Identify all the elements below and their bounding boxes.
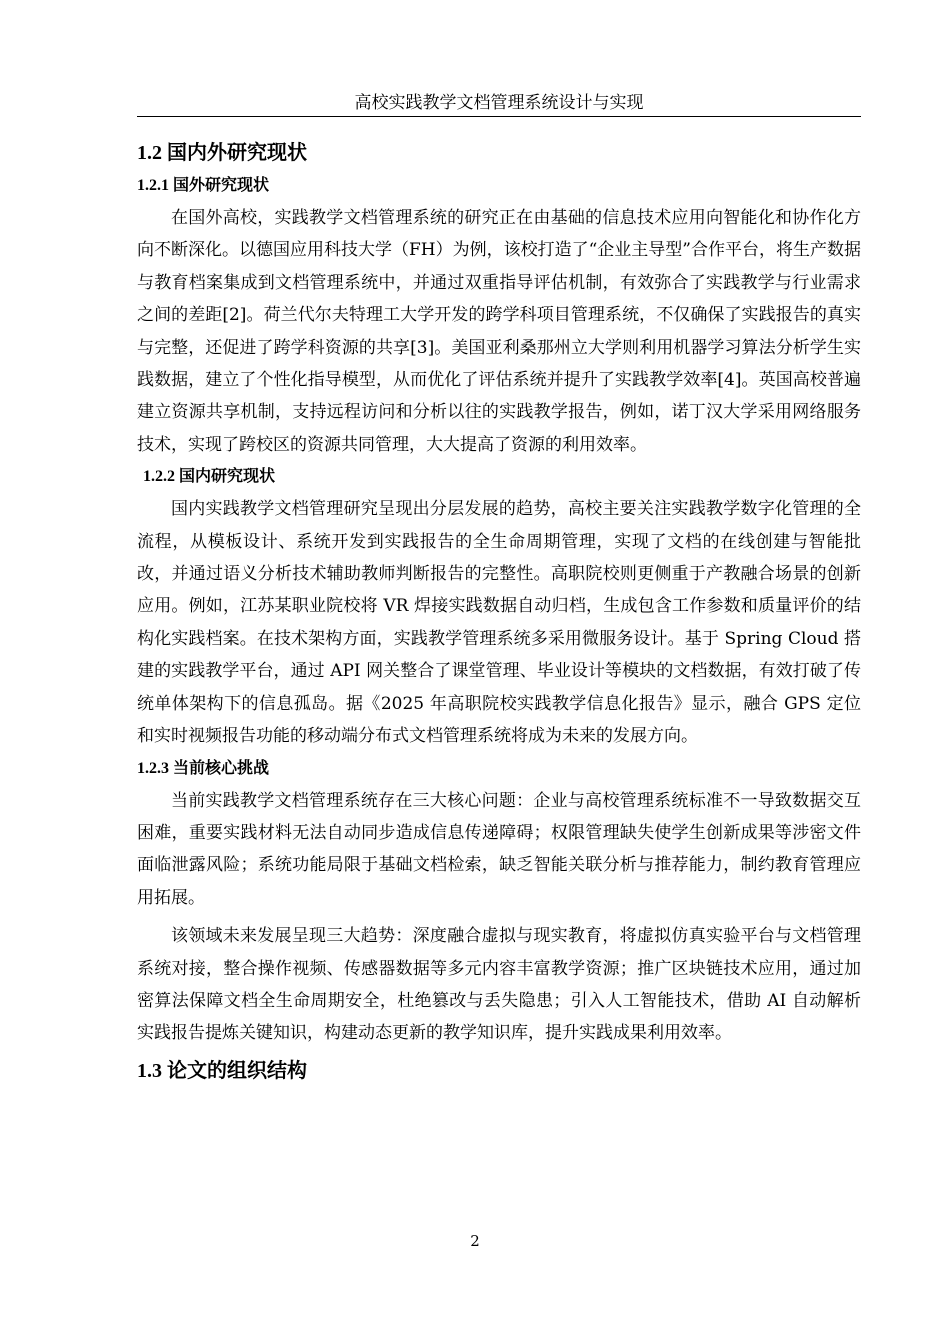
section-heading-1-3: 1.3 论文的组织结构 [137, 1059, 307, 1082]
page-number: 2 [470, 1232, 480, 1250]
section-heading-1-2: 1.2 国内外研究现状 [137, 142, 307, 164]
paragraph-future-trends: 该领域未来发展呈现三大趋势：深度融合虚拟与现实教育，将虚拟仿真实验平台与文档管理系统对接，整合操作视频、传感器数据等多元内容丰富教学资源；推广区块链技术应用，通过加密算法保障文档全生命周期安全，杜绝篡改与丢失隐患；引入人工智能技术，借助 AI 自动解析实践报告提炼关键知识，构建动态更新的教学知识库，提升实践成果利用效率。 [137, 926, 861, 1044]
running-header: 高校实践教学文档管理系统设计与实现 [137, 92, 861, 117]
subsection-heading-1-2-2: 1.2.2 国内研究现状 [143, 468, 276, 486]
paragraph-core-challenges: 当前实践教学文档管理系统存在三大核心问题：企业与高校管理系统标准不一导致数据交互困难，重要实践材料无法自动同步造成信息传递障碍；权限管理缺失使学生创新成果等涉密文件面临泄露风险；系统功能局限于基础文档检索，缺乏智能关联分析与推荐能力，制约教育管理应用拓展。 [137, 790, 861, 908]
subsection-heading-1-2-1: 1.2.1 国外研究现状 [137, 177, 270, 194]
paragraph-domestic-research: 国内实践教学文档管理研究呈现出分层发展的趋势，高校主要关注实践教学数字化管理的全流程，从模板设计、系统开发到实践报告的全生命周期管理，实现了文档的在线创建与智能批改，并通过语义分析技术辅助教师判断报告的完整性。高职院校则更侧重于产教融合场景的创新应用。例如，江苏某职业院校将 VR 焊接实践数据自动归档，生成包含工作参数和质量评价的结构化实践档案。在技术架构方面，实践教学管理系统多采用微服务设计。基于 Spring Cloud 搭建的实践教学平台，通过 API 网关整合了课堂管理、毕业设计等模块的文档数据，有效打破了传统单体架构下的信息孤岛。据《2025 年高职院校实践教学信息化报告》显示，融合 GPS 定位和实时视频报告功能的移动端分布式文档管理系统将成为未来的发展方向。 [137, 499, 861, 747]
page-body [137, 136, 861, 1088]
paragraph-foreign-research: 在国外高校，实践教学文档管理系统的研究正在由基础的信息技术应用向智能化和协作化方向不断深化。以德国应用科技大学（FH）为例，该校打造了“企业主导型”合作平台，将生产数据与教育档案集成到文档管理系统中，并通过双重指导评估机制，有效弥合了实践教学与行业需求之间的差距[2]。荷兰代尔夫特理工大学开发的跨学科项目管理系统，不仅确保了实践报告的真实与完整，还促进了跨学科资源的共享[3]。美国亚利桑那州立大学则利用机器学习算法分析学生实践数据，建立了个性化指导模型，从而优化了评估系统并提升了实践教学效率[4]。英国高校普遍建立资源共享机制，支持远程访问和分析以往的实践教学报告，例如，诺丁汉大学采用网络服务技术，实现了跨校区的资源共同管理，大大提高了资源的利用效率。 [137, 208, 862, 455]
subsection-heading-1-2-3: 1.2.3 当前核心挑战 [137, 759, 270, 777]
